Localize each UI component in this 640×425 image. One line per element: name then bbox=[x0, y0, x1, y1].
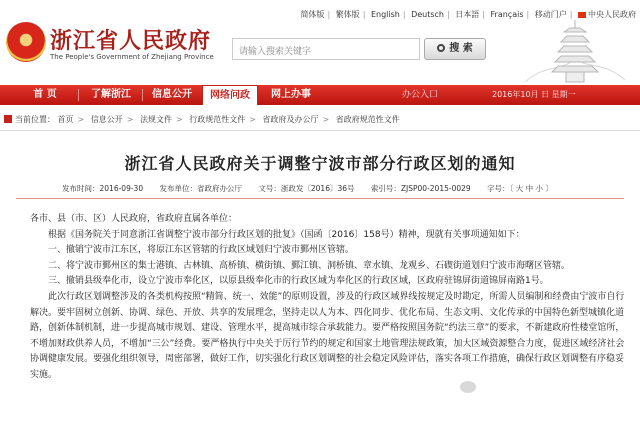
paragraph: 一、撤销宁波市江东区，将原江东区管辖的行政区域划归宁波市鄞州区管辖。 bbox=[48, 245, 355, 256]
document-number: 文号：浙政发〔2016〕36号 bbox=[258, 184, 355, 193]
link-francais[interactable]: Français bbox=[490, 10, 524, 19]
breadcrumb: 当前位置： 首页 > 信息公开 > 法规文件 > 行政规范性文件 > 省政府及办公厅 > 省政府规范性文件 bbox=[0, 114, 640, 128]
breadcrumb-item[interactable]: 省政府及办公厅 bbox=[262, 115, 319, 124]
breadcrumb-icon bbox=[4, 115, 12, 123]
article-body bbox=[30, 212, 626, 384]
site-logo-subtitle: The People's Government of Zhejiang Province bbox=[50, 53, 214, 61]
paragraph: 二、将宁波市鄞州区的集士港镇、古林镇、高桥镇、横街镇、鄞江镇、洞桥镇、章水镇、龙观乡、石碶街道划归宁波市海曙区管辖。 bbox=[48, 260, 571, 271]
nav-divider bbox=[78, 89, 79, 101]
publish-date: 发布时间：2016-09-30 bbox=[62, 184, 144, 193]
breadcrumb-item[interactable]: 省政府规范性文件 bbox=[335, 115, 400, 124]
main-nav bbox=[0, 85, 640, 105]
link-mobile[interactable]: 移动门户 bbox=[534, 10, 567, 19]
top-links: 简体版 | 繁体版 | English | Deutsch | 日本語 | Français | 移动门户 | 中央人民政府 bbox=[300, 10, 636, 19]
watermark-icon bbox=[460, 381, 476, 393]
nav-date: 2016年10月 日 星期一 bbox=[492, 90, 576, 99]
paragraph: 三、撤销县级奉化市，设立宁波市奉化区，以原县级奉化市的行政区域为奉化区的行政区域，区政府驻锦屏街道锦屏南路1号。 bbox=[48, 276, 549, 287]
breadcrumb-item[interactable]: 法规文件 bbox=[140, 115, 173, 124]
nav-online-services[interactable]: 网上办事 bbox=[271, 89, 311, 100]
nav-online-inquiry[interactable]: 网络问政 bbox=[202, 85, 258, 105]
link-japanese[interactable]: 日本語 bbox=[455, 10, 480, 19]
header bbox=[0, 0, 640, 85]
article-meta bbox=[62, 183, 553, 194]
divider bbox=[16, 198, 624, 199]
link-simplified[interactable]: 简体版 bbox=[300, 10, 325, 19]
font-size-switcher[interactable]: 字号：〔 大 中 小 〕 bbox=[487, 184, 553, 193]
search-icon bbox=[437, 44, 445, 52]
search-button[interactable] bbox=[424, 38, 486, 60]
breadcrumb-item[interactable]: 行政规范性文件 bbox=[189, 115, 246, 124]
paragraph: 根据《国务院关于同意浙江省调整宁波市部分行政区划的批复》（国函〔2016〕158号）精神，现就有关事项通知如下： bbox=[48, 229, 525, 240]
office-entry-link[interactable]: 办公入口 bbox=[402, 90, 439, 100]
watermark bbox=[460, 380, 479, 393]
publisher: 发布单位：省政府办公厅 bbox=[159, 184, 242, 193]
nav-home[interactable]: 首 页 bbox=[33, 89, 57, 100]
breadcrumb-item[interactable]: 首页 bbox=[57, 115, 74, 124]
site-logo-title[interactable]: 浙江省人民政府 bbox=[50, 28, 212, 54]
breadcrumb-item[interactable]: 信息公开 bbox=[90, 115, 123, 124]
link-traditional[interactable]: 繁体版 bbox=[335, 10, 360, 19]
link-english[interactable]: English bbox=[370, 10, 400, 19]
link-deutsch[interactable]: Deutsch bbox=[411, 10, 445, 19]
search-button-label: 搜 索 bbox=[449, 43, 473, 54]
emblem-icon[interactable] bbox=[6, 22, 46, 62]
pagoda-illustration bbox=[520, 14, 630, 86]
link-central-gov[interactable]: 中央人民政府 bbox=[588, 10, 636, 19]
nav-info-public[interactable]: 信息公开 bbox=[152, 89, 192, 100]
divider bbox=[0, 130, 640, 131]
nav-divider bbox=[142, 89, 143, 101]
nav-about-zhejiang[interactable]: 了解浙江 bbox=[91, 89, 131, 100]
index-number: 索引号：ZJSP00-2015-0029 bbox=[370, 184, 471, 193]
article-title: 浙江省人民政府关于调整宁波市部分行政区划的通知 bbox=[124, 154, 516, 173]
breadcrumb-prefix: 当前位置： bbox=[15, 115, 55, 124]
salutation: 各市、县（市、区）人民政府，省政府直属各单位： bbox=[30, 214, 238, 224]
paragraph: 此次行政区划调整涉及的各类机构按照“精简、统一、效能”的原则设置，涉及的行政区域界线按规定及时勘定，所需人员编制和经费由宁波市自行解决。要牢固树立创新、协调、绿色、开放、共享的发展理念，坚持走以人为本、四化同步、优化布局、生态文明、文化传承的中国特色新型城镇化道路，创新体制机制，进一步提高城市规划、建设、管理水平，提高城市综合承载能力。要严格按照国务院“约法三章”的要求，不新建政府性楼堂馆所，不增加财政供养人员，不增加“三公”经费。要严格执行中央关于厉行节约的规定和国家土地管理法规政策，加大区域资源整合力度，促进区域经济社会协调健康发展。要强化组织领导，周密部署，做好工作，切实强化行政区划调整的社会稳定风险评估，落实各项工作措施，确保行政区划调整有序稳妥实施。 bbox=[30, 291, 625, 380]
search-input[interactable]: 请输入搜索关键字 bbox=[232, 38, 420, 60]
